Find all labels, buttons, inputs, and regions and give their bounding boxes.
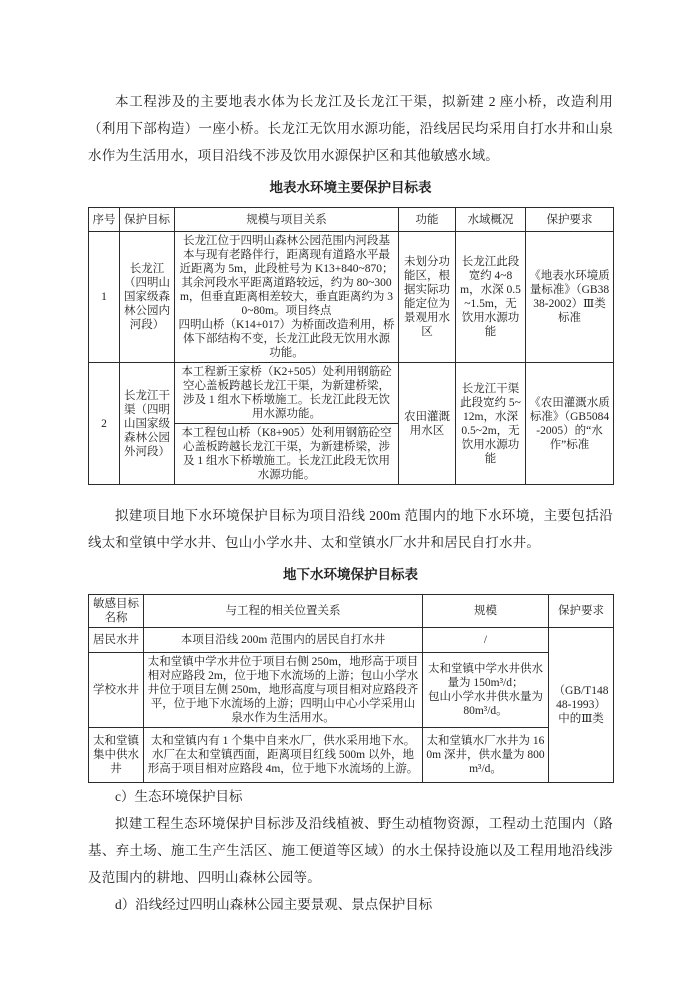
section-d-heading: d）沿线经过四明山森林公园主要景观、景点保护目标 bbox=[115, 897, 433, 912]
sensitive-target-cell: 太和堂镇集中供水井 bbox=[89, 728, 144, 783]
scale-cell bbox=[423, 653, 549, 728]
function-cell: 农田灌溉用水区 bbox=[399, 363, 456, 485]
surface-water-table-title: 地表水环境主要保护目标表 bbox=[269, 180, 432, 195]
row-index-cell: 2 bbox=[89, 363, 120, 485]
relation-paragraph: 四明山桥（K14+017）为桥面改造利用，桥体下部结构不变，长龙江此段无饮用水源功能。 bbox=[178, 319, 395, 359]
relation-cell: 本工程新王家桥（K2+505）处利用钢筋砼空心盖板跨越长龙江干渠，为新建桥梁，涉及 1 组水下桥墩施工。长龙江此段无饮用水源功能。 bbox=[175, 363, 399, 424]
col-header-function: 功能 bbox=[399, 208, 456, 232]
col-header-requirement: 保护要求 bbox=[549, 595, 614, 628]
groundwater-table-title: 地下水环境保护目标表 bbox=[283, 567, 418, 582]
function-cell: 未划分功能区，根据实际功能定位为景观用水区 bbox=[399, 232, 456, 363]
protection-target-cell: 长龙江干渠（四明山国家级森林公园外河段） bbox=[120, 363, 175, 485]
relation-cell bbox=[175, 232, 399, 363]
col-header-position-relation: 与工程的相关位置关系 bbox=[144, 595, 423, 628]
requirement-cell: 《地表水环境质量标准》（GB3838-2002）Ⅲ类标准 bbox=[526, 232, 614, 363]
col-header-index: 序号 bbox=[89, 208, 120, 232]
document-content bbox=[88, 88, 613, 918]
requirement-cell: 《农田灌溉水质标准》（GB5084-2005）的“水作”标准 bbox=[526, 363, 614, 485]
surface-water-protection-table bbox=[88, 207, 614, 485]
scale-line: 包山小学水井供水量为 80m³/d。 bbox=[428, 691, 543, 717]
table-row bbox=[89, 628, 614, 653]
col-header-overview: 水域概况 bbox=[456, 208, 526, 232]
paragraph-surface-water-intro: 本工程涉及的主要地表水体为长龙江及长龙江干渠，拟新建 2 座小桥，改造利用（利用下部构造）一座小桥。长龙江无饮用水源功能，沿线居民均采用自打水井和山泉水作为生活用水，项目沿线不涉及饮用水源保护区和其他敏感水域。 bbox=[88, 94, 613, 163]
scale-cell: 太和堂镇水厂水井为 160m 深井，供水量为 800m³/d。 bbox=[423, 728, 549, 783]
position-relation-cell: 太和堂镇中学水井位于项目右侧 250m，地形高于项目相对应路段 2m，位于地下水流场的上游；包山小学水井位于项目左侧 250m，地形高度与项目相对应路段齐平，位于地下水流场的上游；四明山中心小学采用山泉水作为生活用水。 bbox=[144, 653, 423, 728]
sensitive-target-cell: 学校水井 bbox=[89, 653, 144, 728]
table-row bbox=[89, 653, 614, 728]
table-row bbox=[89, 728, 614, 783]
paragraph-groundwater-intro: 拟建项目地下水环境保护目标为项目沿线 200m 范围内的地下水环境，主要包括沿线太和堂镇中学水井、包山小学水井、太和堂镇水厂水井和居民自打水井。 bbox=[88, 508, 613, 550]
protection-target-cell: 长龙江（四明山国家级森林公园内河段） bbox=[120, 232, 175, 363]
paragraph-ecology: 拟建工程生态环境保护目标涉及沿线植被、野生动植物资源，工程动土范围内（路基、弃土场、施工生产生活区、施工便道等区域）的水土保持设施以及工程用地沿线涉及范围内的耕地、四明山森林公园等。 bbox=[88, 816, 613, 885]
overview-cell: 长龙江干渠此段宽约 5~12m，水深 0.5~2m，无饮用水源功能 bbox=[456, 363, 526, 485]
merged-requirement-cell: （GB/T14848-1993）中的Ⅲ类 bbox=[549, 628, 614, 783]
table-row bbox=[89, 232, 614, 363]
col-header-target: 保护目标 bbox=[120, 208, 175, 232]
col-header-sensitive-target: 敏感目标名称 bbox=[89, 595, 144, 628]
groundwater-protection-table bbox=[88, 594, 614, 783]
scale-cell: / bbox=[423, 628, 549, 653]
section-c-heading: c）生态环境保护目标 bbox=[115, 789, 243, 804]
position-relation-cell: 本项目沿线 200m 范围内的居民自打水井 bbox=[144, 628, 423, 653]
sensitive-target-cell: 居民水井 bbox=[89, 628, 144, 653]
row-index-cell: 1 bbox=[89, 232, 120, 363]
col-header-relation: 规模与项目关系 bbox=[175, 208, 399, 232]
relation-paragraph: 长龙江位于四明山森林公园范围内河段基本与现有老路伴行，距离现有道路水平最近距离为 5m，此段桩号为 K13+840~870；其余河段水平距离道路较远，约为 80~300m，但垂直距离相差较大，垂直距离约为 30~80m。项目终点 bbox=[179, 235, 394, 317]
table-row bbox=[89, 363, 614, 424]
position-relation-cell: 太和堂镇内有 1 个集中自来水厂，供水采用地下水。水厂在太和堂镇西面，距离项目红线 500m 以外，地形高于项目相对应路段 4m，位于地下水流场的上游。 bbox=[144, 728, 423, 783]
col-header-scale: 规模 bbox=[423, 595, 549, 628]
scale-line: 太和堂镇中学水井供水量为 150m³/d； bbox=[428, 663, 543, 689]
relation-cell: 本工程包山桥（K8+905）处利用钢筋砼空心盖板跨越长龙江干渠，为新建桥梁，涉及 1 组水下桥墩施工。长龙江此段无饮用水源功能。 bbox=[175, 424, 399, 485]
table-header-row bbox=[89, 208, 614, 232]
col-header-requirement: 保护要求 bbox=[526, 208, 614, 232]
overview-cell: 长龙江此段宽约 4~8m，水深 0.5~1.5m，无饮用水源功能 bbox=[456, 232, 526, 363]
table-header-row bbox=[89, 595, 614, 628]
